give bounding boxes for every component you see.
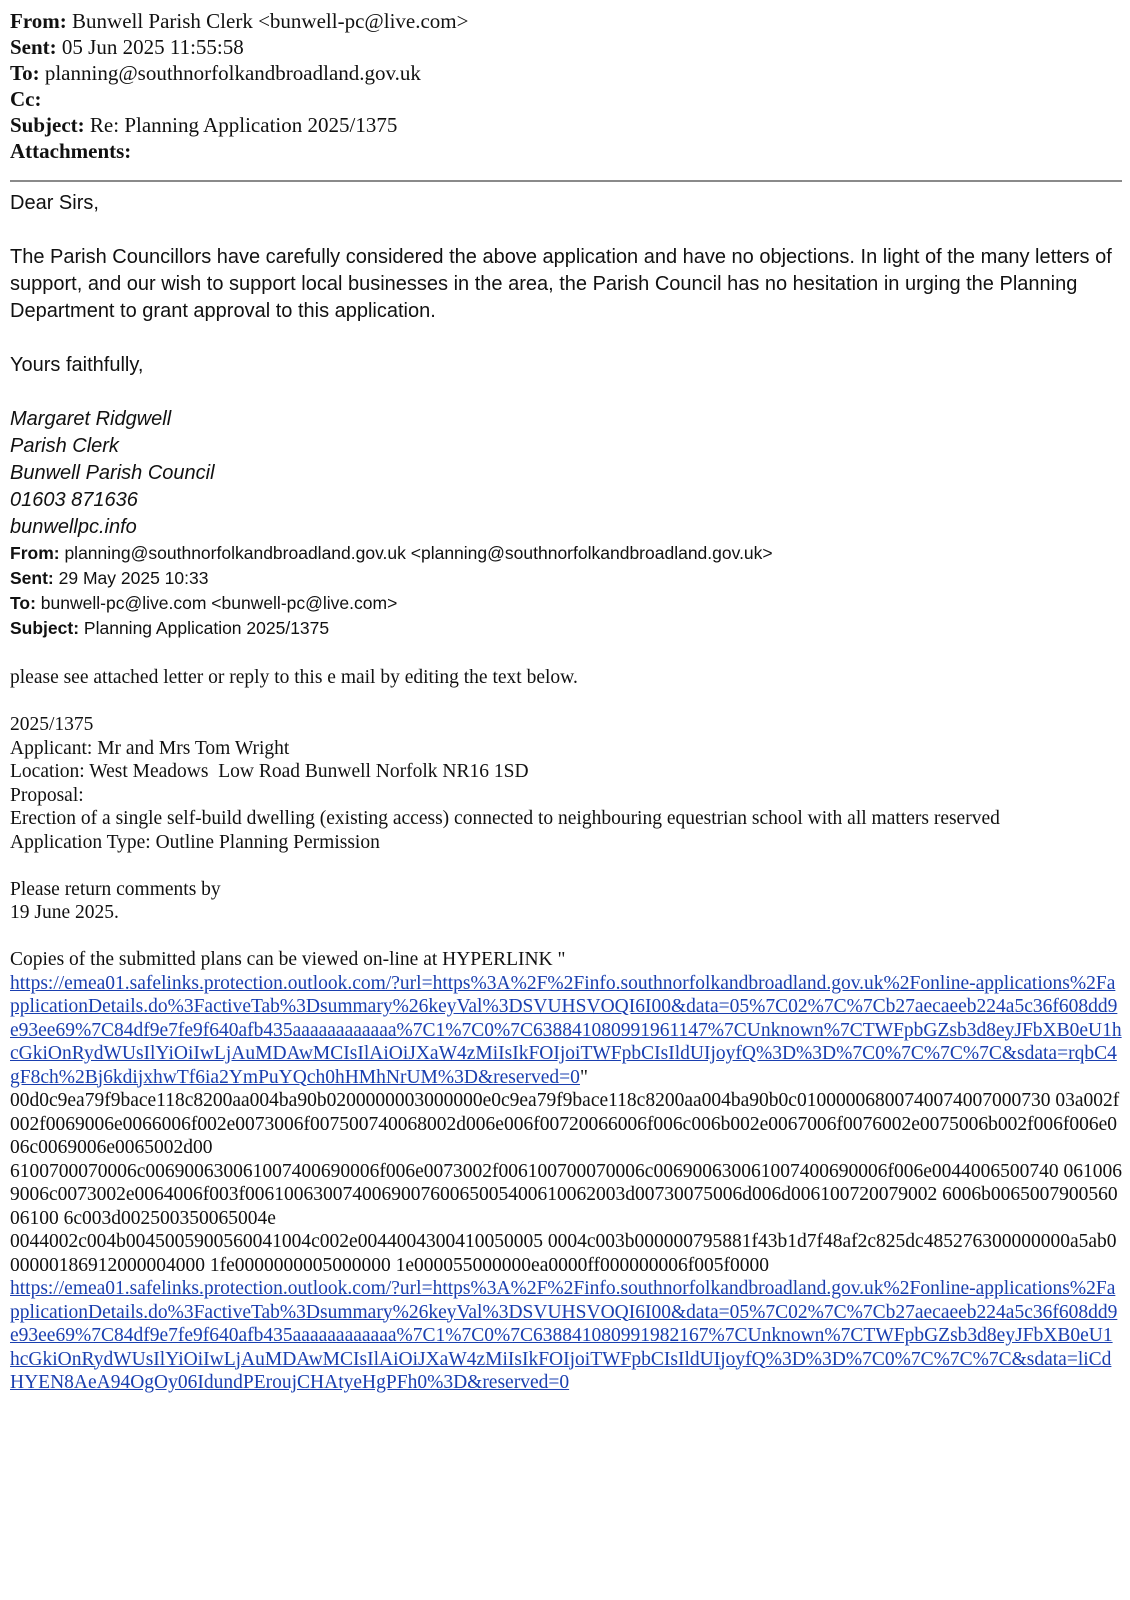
email-header <box>10 8 1122 164</box>
reply-body <box>10 190 1122 541</box>
plans-link-block-2 <box>10 1277 1122 1395</box>
forwarded-header <box>10 541 1122 641</box>
fwd-from-row <box>10 541 1122 566</box>
header-cc-row <box>10 86 1122 112</box>
hex-data-2: 6100700070006c006900630061007400690006f006e0073002f006100700070006c006900630061007400690006f006e0044006500740 0610069006c0073002e0064006f003f006100630074006900760065005400610062003d00730075006d006d006100720079002 6006b006500790056006100 6c003d002500350065004e <box>10 1160 1122 1229</box>
header-sent-row <box>10 34 1122 60</box>
header-divider <box>10 180 1122 182</box>
return-date: 19 June 2025. <box>10 902 119 923</box>
proposal-text: Erection of a single self-build dwelling (existing access) connected to neighbouring equestrian school with all matters reserved <box>10 808 1000 829</box>
plans-link-2[interactable]: https://emea01.safelinks.protection.outlook.com/?url=https%3A%2F%2Finfo.southnorfolkandbroadland.gov.uk%2Fonline-applications%2FapplicationDetails.do%3FactiveTab%3Dsummary%26keyVal%3DSVUHSVOQI6I00&data=05%7C02%7C%7Cb27aecaeeb224a5c36f608dd9e93ee69%7C84df9e7fe9f640afb435aaaaaaaaaaaa%7C1%7C0%7C638841080991982167%7CUnknown%7CTWFpbGZsb3d8eyJFbXB0eU1hcGkiOnRydWUsIlYiOiIwLjAuMDAwMCIsIlAiOiJXaW4zMiIsIkFOIjoiTWFpbCIsIldUIjoyfQ%3D%3D%7C0%7C%7C%7C&sdata=liCdHYEN8AeA94OgOy06IdundPEroujCHAtyeHgPFh0%3D&reserved=0 <box>10 1278 1118 1393</box>
application-ref: 2025/1375 <box>10 714 94 735</box>
signature-name: Margaret Ridgwell <box>10 408 172 430</box>
proposal-label: Proposal: <box>10 784 84 806</box>
header-subject-label: Subject: <box>10 113 85 137</box>
signature-website: bunwellpc.info <box>10 516 137 538</box>
header-subject-row <box>10 112 1122 138</box>
signature-block <box>10 406 1122 541</box>
greeting: Dear Sirs, <box>10 192 99 214</box>
header-subject-value: Re: Planning Application 2025/1375 <box>89 113 398 137</box>
fwd-subject-label: Subject: <box>10 618 80 638</box>
signature-title: Parish Clerk <box>10 435 119 457</box>
fwd-from-label: From: <box>10 543 60 563</box>
email-document <box>10 8 1122 1395</box>
plans-link-1[interactable]: https://emea01.safelinks.protection.outlook.com/?url=https%3A%2F%2Finfo.southnorfolkandbroadland.gov.uk%2Fonline-applications%2FapplicationDetails.do%3FactiveTab%3Dsummary%26keyVal%3DSVUHSVOQI6I00&data=05%7C02%7C%7Cb27aecaeeb224a5c36f608dd9e93ee69%7C84df9e7fe9f640afb435aaaaaaaaaaaa%7C1%7C0%7C638841080991961147%7CUnknown%7CTWFpbGZsb3d8eyJFbXB0eU1hcGkiOnRydWUsIlYiOiIwLjAuMDAwMCIsIlAiOiJXaW4zMiIsIkFOIjoiTWFpbCIsIldUIjoyfQ%3D%3D%7C0%7C%7C%7C&sdata=rqbC4gF8ch%2Bj6kdijxhwTf6ia2YmPuYQch0hHMhNrUM%3D&reserved=0 <box>10 972 1122 1088</box>
signature-phone: 01603 871636 <box>10 489 138 511</box>
intro-line: please see attached letter or reply to this e mail by editing the text below. <box>10 667 578 688</box>
fwd-to-row <box>10 591 1122 616</box>
copies-line: Copies of the submitted plans can be viewed on-line at HYPERLINK " <box>10 949 566 970</box>
signature-org: Bunwell Parish Council <box>10 462 215 484</box>
applicant-line: Applicant: Mr and Mrs Tom Wright <box>10 737 290 759</box>
header-from-row <box>10 8 1122 34</box>
original-message-body <box>10 666 1122 1395</box>
header-to-row <box>10 60 1122 86</box>
fwd-sent-label: Sent: <box>10 568 54 588</box>
fwd-subject-value: Planning Application 2025/1375 <box>83 618 330 638</box>
location-line: Location: West Meadows Low Road Bunwell Norfolk NR16 1SD <box>10 761 529 782</box>
header-attachments-label: Attachments: <box>10 139 132 163</box>
fwd-from-value: planning@southnorfolkandbroadland.gov.uk <planning@southnorfolkandbroadland.gov.uk> <box>64 543 773 563</box>
header-attachments-row <box>10 138 1122 164</box>
fwd-to-value: bunwell-pc@live.com <bunwell-pc@live.com> <box>40 593 398 613</box>
header-to-label: To: <box>10 61 40 85</box>
plans-link-block-1 <box>10 972 1122 1090</box>
header-from-value: Bunwell Parish Clerk <bunwell-pc@live.com> <box>72 9 469 33</box>
fwd-subject-row <box>10 616 1122 641</box>
header-from-label: From: <box>10 9 67 33</box>
header-cc-label: Cc: <box>10 87 42 111</box>
fwd-sent-row <box>10 566 1122 591</box>
hex-data-3: 0044002c004b0045005900560041004c002e0044004300410050005 0004c003b000000795881f43b1d7f48af2c825dc485276300000000a5ab000000186912000004000 1fe0000000005000000 1e000055000000ea0000ff000000006f005f0000 <box>10 1231 1117 1276</box>
header-sent-value: 05 Jun 2025 11:55:58 <box>61 35 244 59</box>
fwd-sent-value: 29 May 2025 10:33 <box>58 568 209 588</box>
link-quote-suffix: " <box>579 1066 588 1088</box>
header-sent-label: Sent: <box>10 35 57 59</box>
header-to-value: planning@southnorfolkandbroadland.gov.uk <box>44 61 421 85</box>
closing: Yours faithfully, <box>10 354 144 376</box>
reply-paragraph: The Parish Councillors have carefully considered the above application and have no objections. In light of the many letters of support, and our wish to support local businesses in the area, the Parish Council has no hesitation in urging the Planning Department to grant approval to this application. <box>10 246 1112 322</box>
return-label: Please return comments by <box>10 878 221 900</box>
fwd-to-label: To: <box>10 593 36 613</box>
hex-data-1: 00d0c9ea79f9bace118c8200aa004ba90b0200000003000000e0c9ea79f9bace118c8200aa004ba90b0c01000006800740074007000730 03a002f002f0069006e0066006f002e0073006f007500740068002d006e006f00720066006f006c006b002e0067006f0076002e0075006b002f006f006e006c0069006e0065002d00 <box>10 1090 1120 1158</box>
application-type: Application Type: Outline Planning Permission <box>10 831 380 853</box>
